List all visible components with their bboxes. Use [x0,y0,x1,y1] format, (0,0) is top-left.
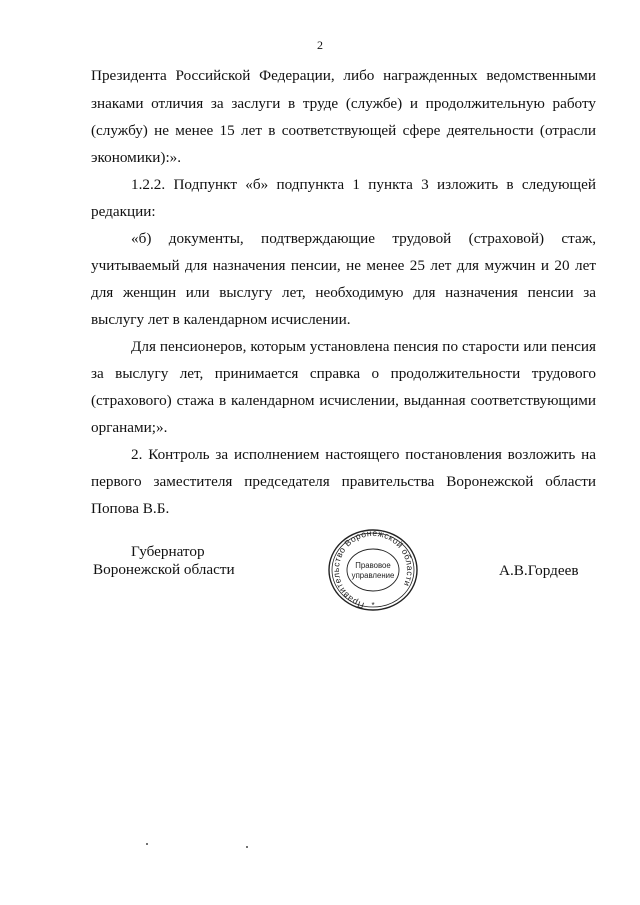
text-line: 2. Контроль за исполнением настоящего постановления возложить на [131,446,596,463]
text-line: (службу) не менее 15 лет в соответствующей сфере деятельности (отрасли [91,122,596,139]
stamp-ring-text: Правительство Воронежской области [330,528,416,611]
text-line: за выслугу лет, принимается справка о продолжительности трудового [91,365,596,382]
text-line: органами;». [91,419,168,436]
signatory-title-line1: Губернатор [131,543,205,560]
signatory-name: А.В.Гордеев [499,562,579,579]
stamp-center-line1: Правовое [355,561,391,570]
signatory-title-line2: Воронежской области [93,561,235,578]
text-line: первого заместителя председателя правительства Воронежской области [91,473,596,490]
stamp-center-line2: управление [351,571,395,580]
text-line: для женщин или выслугу лет, необходимую для назначения пенсии за [91,284,596,301]
text-line: (страхового) стажа в календарном исчислении, выданная соответствующими [91,392,596,409]
official-stamp [318,528,428,612]
text-line: 1.2.2. Подпункт «б» подпункта 1 пункта 3 изложить в следующей [131,176,596,193]
text-line: Попова В.Б. [91,500,170,517]
scan-speck [146,843,148,845]
text-line: выслугу лет в календарном исчислении. [91,311,351,328]
scan-speck [246,846,248,848]
text-line: «б) документы, подтверждающие трудовой (страховой) стаж, [131,230,596,247]
text-line: редакции: [91,203,156,220]
text-line: знаками отличия за заслуги в труде (службе) и продолжительную работу [91,95,596,112]
text-line: экономики):». [91,149,182,166]
text-line: Президента Российской Федерации, либо награжденных ведомственными [91,67,596,84]
text-line: учитываемый для назначения пенсии, не менее 25 лет для мужчин и 20 лет [91,257,596,274]
text-line: Для пенсионеров, которым установлена пенсия по старости или пенсия [131,338,596,355]
stamp-star: * [371,601,375,610]
page-number: 2 [317,38,323,52]
